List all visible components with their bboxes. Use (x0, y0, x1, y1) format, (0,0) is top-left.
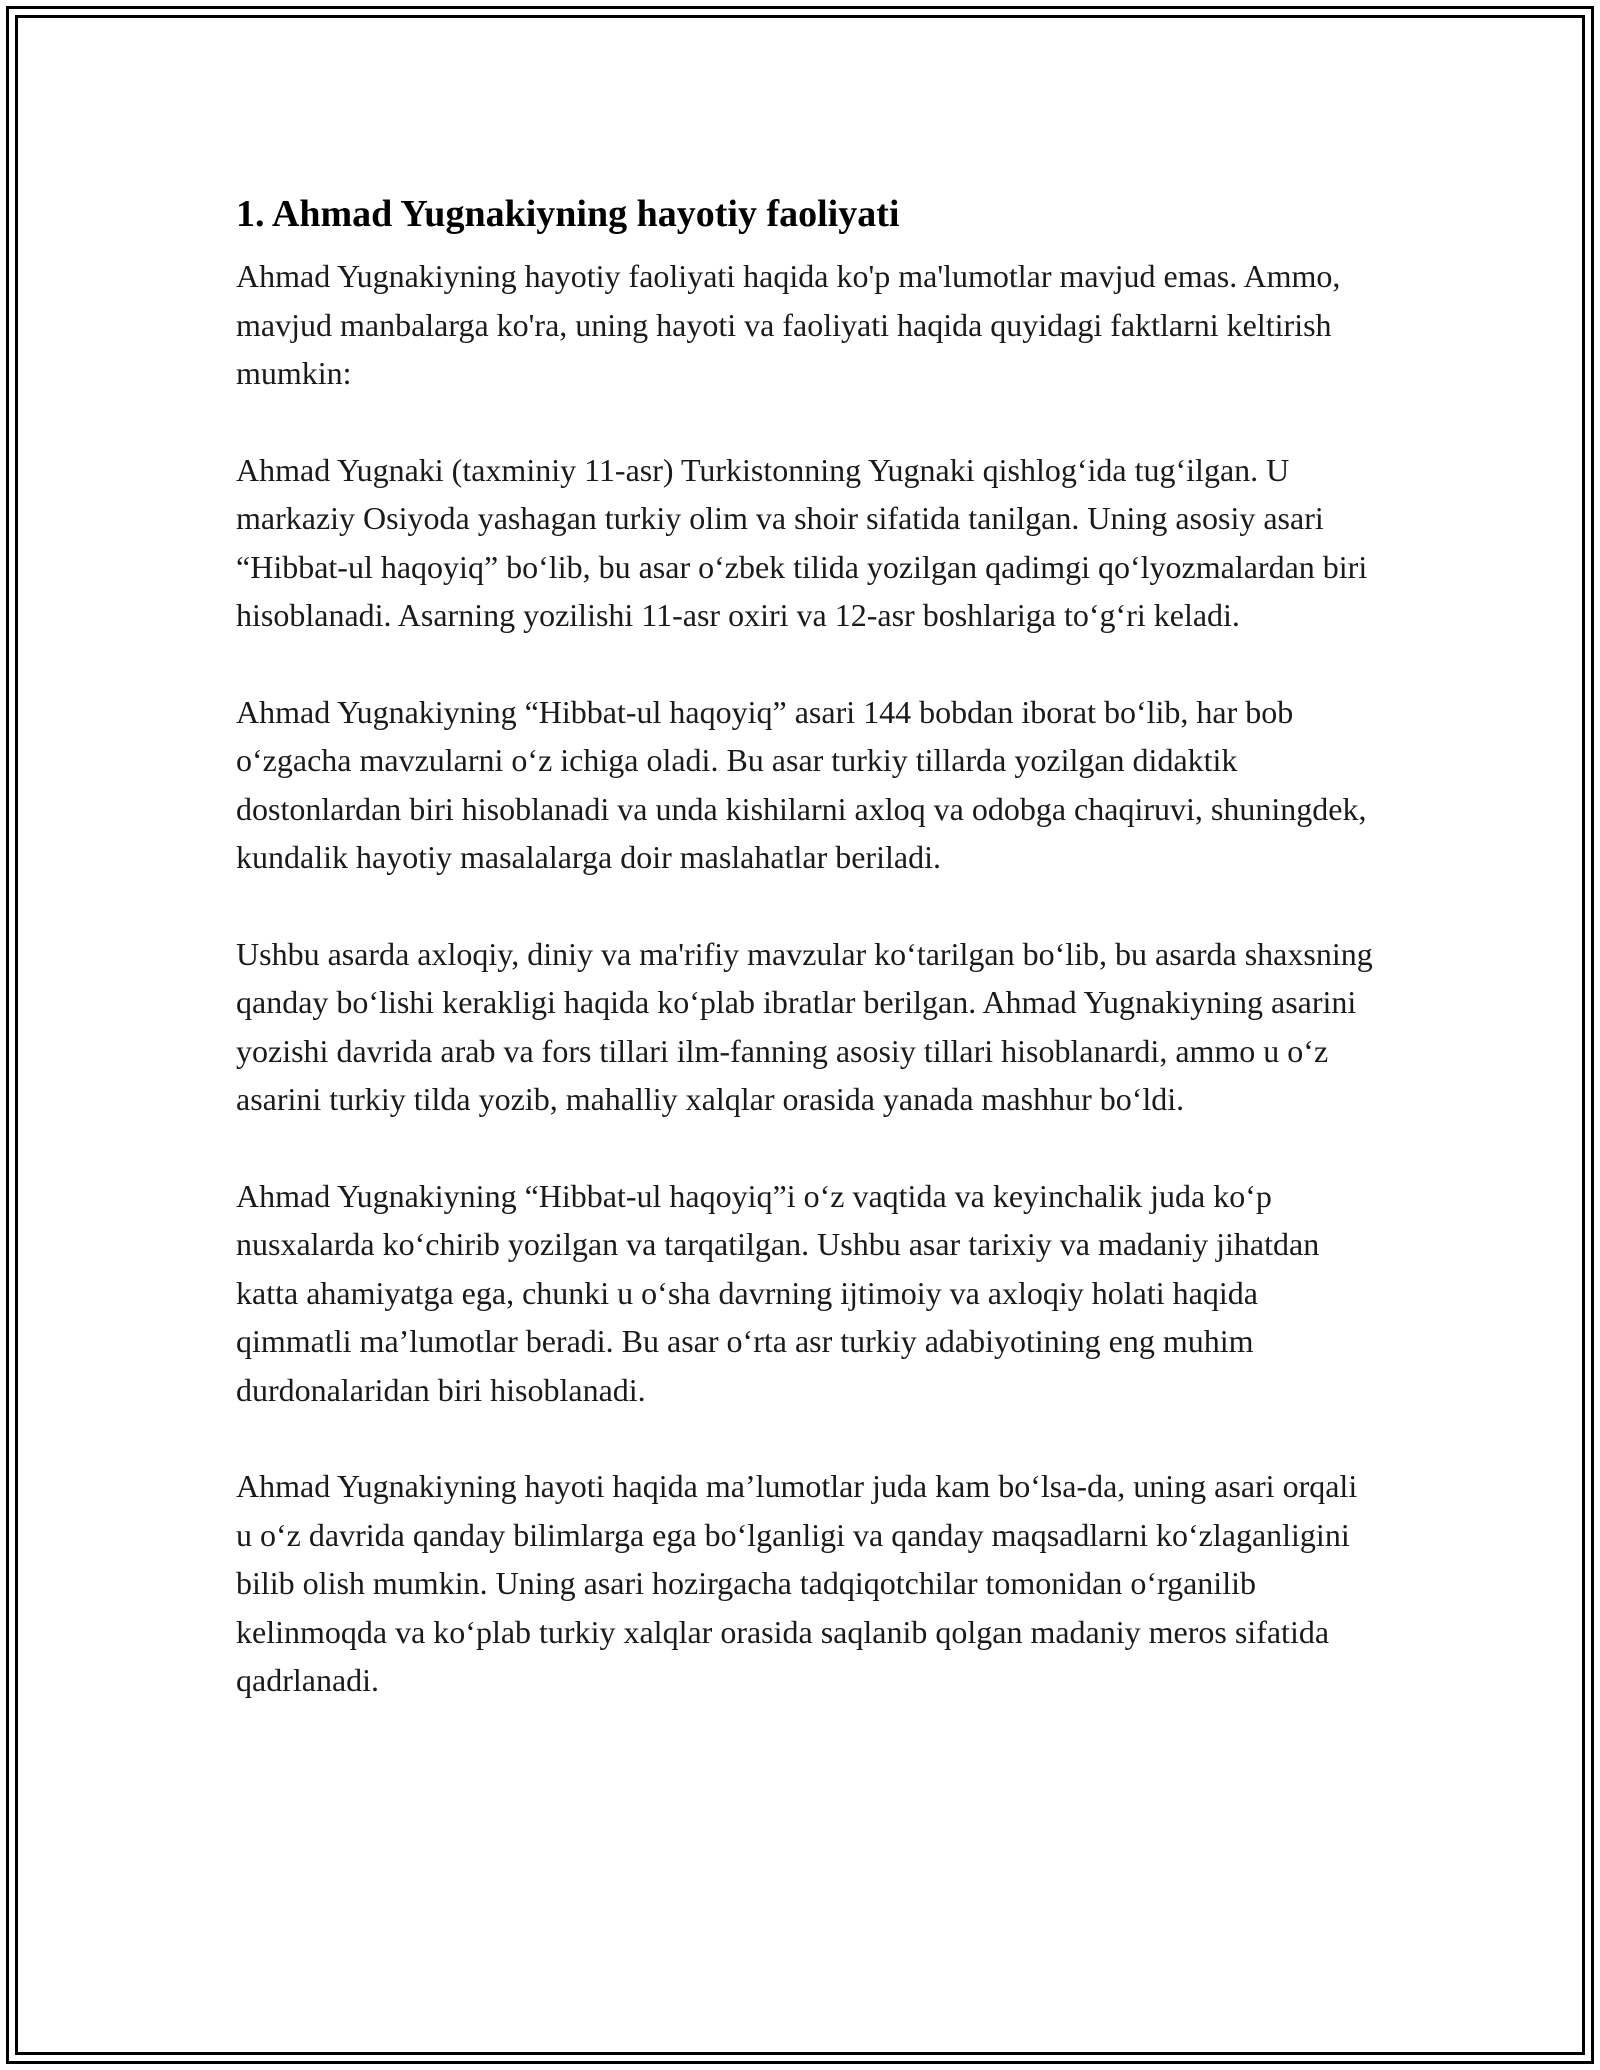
paragraph-birth: Ahmad Yugnaki (taxminiy 11-asr) Turkistonning Yugnaki qishlog‘ida tug‘ilgan. U markaziy Osiyoda yashagan turkiy olim va shoir sifatida tanilgan. Uning asosiy asari “Hibbat-ul haqoyiq” bo‘lib, bu asar o‘zbek tilida yozilgan qadimgi qo‘lyozmalardan biri hisoblanadi. Asarning yozilishi 11-asr oxiri va 12-asr boshlariga to‘g‘ri keladi. (236, 451, 1368, 633)
document-body (236, 186, 1376, 1753)
section-heading: 1. Ahmad Yugnakiyning hayotiy faoliyati (236, 193, 900, 235)
paragraph-intro: Ahmad Yugnakiyning hayotiy faoliyati haqida ko'p ma'lumotlar mavjud emas. Ammo, mavjud manbalarga ko'ra, uning hayoti va faoliyati haqida quyidagi faktlarni keltirish mumkin: (236, 258, 1341, 391)
paragraph-copies: Ahmad Yugnakiyning “Hibbat-ul haqoyiq”i o‘z vaqtida va keyinchalik juda ko‘p nusxalarda ko‘chirib yozilgan va tarqatilgan. Ushbu asar tarixiy va madaniy jihatdan katta ahamiyatga ega, chunki u o‘sha davrning ijtimoiy va axloqiy holati haqida qimmatli ma’lumotlar beradi. Bu asar o‘rta asr turkiy adabiyotining eng muhim durdonalaridan biri hisoblanadi. (236, 1177, 1320, 1408)
paragraph-themes: Ushbu asarda axloqiy, diniy va ma'rifiy mavzular ko‘tarilgan bo‘lib, bu asarda shaxsning qanday bo‘lishi kerakligi haqida ko‘plab ibratlar berilgan. Ahmad Yugnakiyning asarini yozishi davrida arab va fors tillari ilm-fanning asosiy tillari hisoblanardi, ammo u o‘z asarini turkiy tilda yozib, mahalliy xalqlar orasida yanada mashhur bo‘ldi. (236, 935, 1373, 1117)
paragraph-work-structure: Ahmad Yugnakiyning “Hibbat-ul haqoyiq” asari 144 bobdan iborat bo‘lib, har bob o‘zgacha mavzularni o‘z ichiga oladi. Bu asar turkiy tillarda yozilgan didaktik dostonlardan biri hisoblanadi va unda kishilarni axloq va odobga chaqiruvi, shuningdek, kundalik hayotiy masalalarga doir maslahatlar beriladi. (236, 693, 1367, 875)
paragraph-legacy: Ahmad Yugnakiyning hayoti haqida ma’lumotlar juda kam bo‘lsa-da, uning asari orqali u o‘z davrida qanday bilimlarga ega bo‘lganligi va qanday maqsadlarni ko‘zlaganligini bilib olish mumkin. Uning asari hozirgacha tadqiqotchilar tomonidan o‘rganilib kelinmoqda va ko‘plab turkiy xalqlar orasida saqlanib qolgan madaniy meros sifatida qadrlanadi. (236, 1468, 1358, 1698)
